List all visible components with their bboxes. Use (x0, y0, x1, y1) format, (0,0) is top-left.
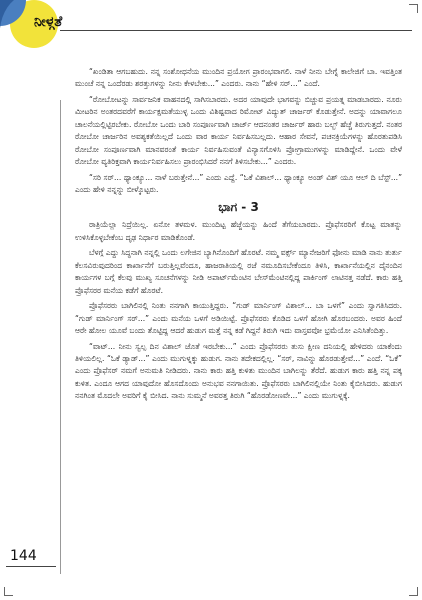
paragraph: ರಾತ್ರಿಯೆಲ್ಲಾ ನಿದ್ರೆಯಿಲ್ಲ. ಏನೋ ತಳಮಳ. ಮುಂದಿಟ್ಟ ಹೆಜ್ಜೆಯನ್ನು ಹಿಂದೆ ತೆಗೆಯಬಾರದು. ಪ್ರೊಫೆಸರರಿಗೆ ಕೊಟ್ಟ ಮಾತನ್ನು ಉಳಿಸಿಕೊಳ್ಳಬೇಕೆಂಬ ದೃಢ ನಿರ್ಧಾರ ಮಾಡಿಕೊಂಡೆ. (75, 220, 402, 242)
section-heading: ಭಾಗ - 3 (218, 200, 259, 215)
crop-mark (409, 4, 418, 13)
page-body (75, 66, 402, 406)
page-number-rule (6, 566, 56, 567)
paragraph: ಪ್ರೊಫೆಸರರು ಬಾಗಿಲಿನಲ್ಲಿ ನಿಂತು ನನಗಾಗಿ ಕಾಯುತ್ತಿದ್ದರು. “ಗುಡ್ ಮಾರ್ನಿಂಗ್ ವಿಶಾಲ್... ಬಾ ಒಳಗೆ” ಎಂದು ಸ್ವಾಗತಿಸಿದರು. “ಗುಡ್ ಮಾರ್ನಿಂಗ್ ಸರ್...” ಎಂದು ಮನೆಯ ಒಳಗೆ ಅಡಿಯಿಟ್ಟೆ. ಪ್ರೊಫೆಸರರು ಕೊಡಿದ ಒಳಗೆ ಹೋಗಿ ಹೊರಬಂದರು. ಅವರ ಹಿಂದೆ ಆರೇ ಹೋಲ ಯೂವೆ ಬಂದು ತೊಟ್ಟಿದ್ದ ಆದರೆ ಹುಡುಗ ಮತ್ತೆ ನನ್ನ ಕಡೆ ಗಿದ್ದನೆ ತಿರುಗಿ ಇದು ವಾಸ್ತವವೋ ಭ್ರಮೆಯೋ ಎನಿಸಿತೆಂದಿತ್ತು. (75, 301, 402, 336)
header-title: ನೀಳ್ಗತೆ (34, 14, 63, 30)
paragraph: “ರೋಬೋಟನ್ನು ಸಾರ್ವಜನಿಕ ವಾಹನದಲ್ಲಿ ಸಾಗಿಸಬಾರದು. ಅದರ ಯಾವುದೇ ಭಾಗವನ್ನು ಬಿಚ್ಚುವ ಪ್ರಯತ್ನ ಮಾಡಬಾರದು. ನೂರು ಮೀಟರಿನ ಅಂತರದವರೆಗೆ ಕಾರ್ಯಕ್ಷಮತೆಯುಳ್ಳ ಒಂದು ವಿಶಿಷ್ಟವಾದ ರಿಮೋಟ್ ವಿದ್ಯುತ್ ಚಾರ್ಜರ್ ಕೊಡುತ್ತೇನೆ. ಅದನ್ನು ಯಾವಾಗಲೂ ಚಾಲನೆಯಲ್ಲಿಟ್ಟಿರಬೇಕು. ರೋಬೋ ಒಂದು ಬಾರಿ ಸಂಪೂರ್ಣವಾಗಿ ಚಾರ್ಜ್ ಆದನಂತರ ಚಾರ್ಜರ್ ಹಾರು ಬಲ್ಬ್ ಹೆಚ್ಚೆ ತಿರುಗುತ್ತದೆ. ನಂತರ ರೋಬೋ ಚಾರ್ಜರಿನ ಅವಶ್ಯಕತೆಯಿಲ್ಲದೆ ಒಂದು ವಾರ ಕಾರ್ಯ ನಿರ್ವಹಿಸಬಲ್ಲದು. ಆಹಾರ ಸೇವನೆ, ಪಚನಕ್ರಿಯೆಗಳನ್ನು ಹೊರತುಪಡಿಸಿ ರೋಬೋ ಸಂಪೂರ್ಣವಾಗಿ ಮಾನವರಂತೆ ಕಾರ್ಯ ನಿರ್ವಹಿಸುವಂತೆ ವಿನ್ಯಾಸಗೊಳಿಸಿ ಪ್ರೋಗ್ರಾಮುಗಳನ್ನು ಮಾಡಿದ್ದೇನೆ. ಒಂದು ವೇಳೆ ರೋಬೋ ವ್ಯತಿರಿಕ್ತವಾಗಿ ಕಾರ್ಯನಿರ್ವಹಿಸಲು ಪ್ರಾರಂಭಿಸಿದರೆ ನನಗೆ ತಿಳಿಸಬೇಕು...” ಎಂದರು. (75, 95, 402, 167)
paragraph: “ಸರಿ ಸರ್... ಥ್ಯಾಂಕ್ಯೂ... ನಾಳೆ ಬರುತ್ತೇನೆ...” ಎಂದು ಎದ್ದೆ. “ಓಕೆ ವಿಶಾಲ್... ಥ್ಯಾಂಕ್ಯೂ ಅಂಡ್ ವಿಶ್ ಯೂ ಆಲ್ ದಿ ಬೆಸ್ಟ್...” ಎಂದು ಹೇಳಿ ನನ್ನನ್ನು ಬೀಳ್ಕೊಟ್ಟರು. (75, 172, 402, 195)
paragraph: “ಖಂಡಿತಾ ಆಗಬಹುದು. ನನ್ನ ಸಂಶೋಧನೆಯ ಮುಂದಿನ ಪ್ರಯೋಗ ಪ್ರಾರಂಭವಾಗಲಿ. ನಾಳೆ ನೀನು ಬೇಗ್ನೆ ಕಾಲೇಜಿಗೆ ಬಾ. ಇವತ್ತಿಂತ ಮುಂಚೆ ನನ್ನ ಒಂದೆರಡು ಶರತ್ತುಗಳನ್ನು ನೀನು ಕೇಳಬೇಕು...” ಎಂದರು. ನಾನು “ಹೇಳಿ ಸರ್...” ಎಂದೆ. (75, 67, 402, 89)
paragraph: ಬೆಳಗ್ಗೆ ಎದ್ದು ಸಿದ್ಧನಾಗಿ ನನ್ನಲ್ಲಿ ಒಂದು ಲಗೇಜಿನ ಬ್ಯಾಗಿನೊಂದಿಗೆ ಹೊರಟೆ. ನಮ್ಮ ವರ್ಕ್ಸ್ ಮ್ಯಾನೇಜರಿಗೆ ಫೋನು ಮಾಡಿ ನಾನು ತುರ್ತು ಕೆಲಸವಿರುವುದರಿಂದ ಕಾರ್ಖಾನೆಗೆ ಬರುತ್ತಿಲ್ಲವೆಂದೂ, ಹಾಜರಾತಿಯಲ್ಲಿ ರಜೆ ನಮೂದಿಸಬೇಕೆಂದೂ ತಿಳಿಸಿ, ಕಾರ್ಖಾನೆಯಲ್ಲಿನ ದೈನಂದಿನ ಕಾರ್ಯಗಳ ಬಗ್ಗೆ ಕೆಲವು ಮುಖ್ಯ ಸೂಚನೆಗಳನ್ನು ನೀಡಿ ಅಪಾರ್ಟ್‌ಮೆಂಟಿನ ಬೇಸ್‌ಮೆಂಟಿನಲ್ಲಿದ್ದ ಪಾರ್ಕಿಂಗ್ ಲಾಟಿನತ್ತ ನಡೆದೆ. ಕಾರು ಹತ್ತಿ ಪ್ರೊಫೆಸರರ ಮನೆಯ ಕಡೆಗೆ ಹೊರಟೆ. (75, 248, 402, 295)
crop-mark (4, 587, 13, 596)
paragraph: “ವಾಟ್... ನೀನು ಸ್ವಲ್ಪ ದಿನ ವಿಶಾಲ್ ಜೊತೆ ಇರಬೇಕು...” ಎಂದು ಪ್ರೊಫೆಸರರು ತುಸು ಕ್ಷೀಣ ದನಿಯಲ್ಲಿ ಹೇಳಿದರು ಯಾಕೆಂದು ತಿಳಿಯಲಿಲ್ಲ. “ಓಕೆ ಡ್ಯಾಡ್...” ಎಂದು ಮುಗುಳ್ನಕ್ಕು ಹುಡುಗ. ನಾನು ತದೇಕದಲ್ಲಿಲ್ಲ. “ಸರ್, ನಾವಿನ್ನು ಹೊರಡುತ್ತೇವೆ...” ಎಂದೆ. “ಓಕೆ” ಎಂದು ಪ್ರೊಫೆಸರ್ ನಮಗೆ ಅನುಮತಿ ನೀಡಿದರು. ನಾನು ಕಾರು ಹತ್ತಿ ಕುಳಿತು ಮುಂದಿನ ಬಾಗಿಲನ್ನು ತೆರೆದೆ. ಹುಡುಗ ಕಾರು ಹತ್ತಿ ನನ್ನ ಪಕ್ಕ ಕುಳಿತ. ಎಂದೂ ಆಗದ ಯಾವುದೋ ಹೊಸದೊಂದು ಅನುಭವ ನನಗಾಯಿತು. ಪ್ರೊಫೆಸರರು ಬಾಗಿಲಿನಲ್ಲಿಯೇ ನಿಂತು ಕೈಬೀಸಿದರು. ಹುಡುಗ ನನಗಿಂತ ಮೊದಲೇ ಅವರಿಗೆ ಕೈ ಬೀಸಿದ. ನಾನು ಸುಮ್ಮನೆ ಅವರತ್ತ ತಿರುಗಿ “ಹೊರಡೋಣವೇ...” ಎಂದು ಮುಗುಳ್ನಕ್ಕೆ. (75, 341, 402, 401)
crop-mark (409, 587, 418, 596)
page-number: 144 (10, 548, 37, 564)
header-rule (60, 30, 412, 31)
left-margin-rule (60, 100, 61, 574)
